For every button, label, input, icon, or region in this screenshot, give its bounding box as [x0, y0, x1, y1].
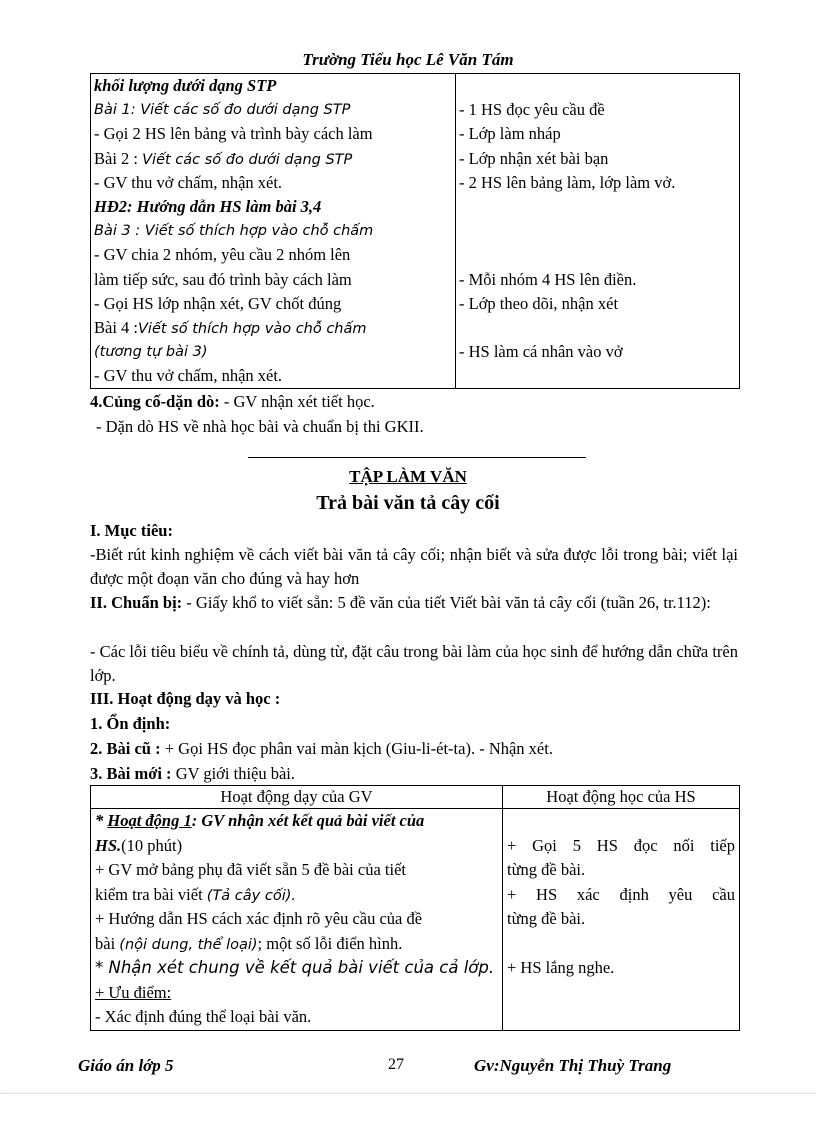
preparation-text-2: - Các lỗi tiêu biểu về chính tả, dùng từ, đặt câu trong bài làm của học sinh để hướng dẫn chữa trên lớp.: [90, 642, 738, 685]
table2-right-line: + Gọi 5 HS đọc nối tiếp: [507, 835, 735, 855]
table1-right-line: - 2 HS lên bảng làm, lớp làm vở.: [459, 172, 676, 192]
table2-left-line: + GV mở bảng phụ đã viết sẵn 5 đề bài của tiết: [95, 860, 406, 879]
preparation-text: - Giấy khổ to viết sẵn: 5 đề văn của tiết Viết bài văn tả cây cối (tuần 26, tr.112):: [182, 593, 711, 612]
step-2: [90, 739, 553, 759]
table2-right-line: từng đề bài.: [507, 860, 586, 879]
table1-left-line: khối lượng dưới dạng STP: [94, 76, 277, 95]
lesson-subject: TẬP LÀM VĂN: [349, 467, 467, 486]
section-divider: [248, 457, 586, 458]
table2-left-line: + Ưu điểm:: [95, 982, 172, 1002]
table2-right-line: + HS xác định yêu cầu: [507, 884, 735, 904]
table1-right-line: - HS làm cá nhân vào vở: [459, 342, 623, 362]
table1-left-line: Bài 1: Viết các số đo dưới dạng STP: [94, 102, 351, 119]
consolidation-line: [90, 392, 375, 412]
preparation-label: II. Chuẩn bị:: [90, 593, 183, 612]
objectives-text: -Biết rút kinh nghiệm về cách viết bài văn tả cây cối; nhận biết và sửa được lỗi trong bài; viết lại được một đoạn văn cho đúng và hay hơn: [90, 545, 738, 588]
table2-right-line: từng đề bài.: [507, 909, 586, 928]
table1-left-line: - GV thu vở chấm, nhận xét.: [94, 366, 283, 386]
page-number: 27: [388, 1056, 404, 1073]
consolidation-line-2: - Dặn dò HS về nhà học bài và chuẩn bị thi GKII.: [96, 417, 424, 436]
teacher-column: [91, 74, 456, 389]
step-3: [90, 764, 295, 784]
table1-left-line: [94, 147, 452, 171]
table1-left-line: - GV chia 2 nhóm, yêu cầu 2 nhóm lên: [94, 245, 351, 265]
table1-right-line: - 1 HS đọc yêu cầu đề: [459, 100, 605, 120]
step-1: 1. Ổn định:: [90, 714, 171, 733]
table2-left-line: HS.(10 phút): [95, 835, 183, 855]
table1-left-line: [94, 316, 452, 340]
exercise-label: Bài 2 :: [94, 148, 143, 168]
consolidation-label: 4.Củng cố-dặn dò:: [90, 392, 220, 411]
page-header: Trường Tiểu học Lê Văn Tám: [302, 50, 514, 69]
page-bottom-dotted-line: [0, 1093, 816, 1094]
lesson-title: Trả bài văn tả cây cối: [316, 492, 500, 514]
exercise-text: Viết số thích hợp vào chỗ chấm: [138, 320, 367, 337]
table2-left-line: * Hoạt động 1: GV nhận xét kết quả bài viết của: [95, 811, 425, 830]
table1-left-line: - Gọi 2 HS lên bảng và trình bày cách làm: [94, 124, 373, 144]
table2-header-right: Hoạt động học của HS: [503, 786, 740, 809]
step-3-text: GV giới thiệu bài.: [171, 764, 296, 783]
table2-teacher-column: [91, 809, 503, 1031]
consolidation-text: - GV nhận xét tiết học.: [219, 392, 375, 411]
table1-left-line: làm tiếp sức, sau đó trình bày cách làm: [94, 269, 352, 289]
table1-right-line: - Lớp làm nháp: [459, 124, 561, 144]
table1-left-line: - GV thu vở chấm, nhận xét.: [94, 172, 283, 192]
activity-1-label: Hoạt động 1: [107, 811, 192, 830]
lesson-table-1: [90, 73, 740, 389]
student-column: [456, 74, 740, 389]
preparation-paragraph: [90, 591, 738, 615]
table2-student-column: [503, 809, 740, 1031]
objectives-heading: I. Mục tiêu:: [90, 521, 173, 540]
table2-left-line: + Hướng dẫn HS cách xác định rõ yêu cầu của đề: [95, 909, 423, 928]
table1-left-line: (tương tự bài 3): [94, 344, 208, 361]
step-2-text: + Gọi HS đọc phân vai màn kịch (Giu-li-ét-ta). - Nhận xét.: [160, 739, 553, 758]
exercise-text: Viết các số đo dưới dạng STP: [142, 151, 353, 168]
step-3-label: 3. Bài mới :: [90, 764, 172, 783]
step-2-label: 2. Bài cũ :: [90, 739, 161, 758]
table2-left-line: kiểm tra bài viết (Tả cây cối).: [95, 884, 296, 904]
footer-grade: Giáo án lớp 5: [78, 1056, 174, 1075]
table1-right-line: - Lớp theo dõi, nhận xét: [459, 293, 619, 313]
table1-left-line: Bài 3 : Viết số thích hợp vào chỗ chấm: [94, 223, 374, 240]
table2-header-left: Hoạt động dạy của GV: [91, 786, 503, 809]
table2-left-line: * Nhận xét chung về kết quả bài viết của cả lớp.: [95, 958, 495, 977]
table2-right-line: + HS lắng nghe.: [507, 958, 615, 977]
footer-teacher: Gv:Nguyễn Thị Thuỳ Trang: [474, 1056, 672, 1075]
exercise-label: Bài 4 :: [94, 317, 138, 337]
table2-left-line: - Xác định đúng thể loại bài văn.: [95, 1007, 312, 1026]
lesson-table-2: [90, 785, 740, 1031]
activities-heading: III. Hoạt động dạy và học :: [90, 689, 281, 708]
table1-left-line: HĐ2: Hướng dẫn HS làm bài 3,4: [94, 196, 322, 216]
table1-left-line: - Gọi HS lớp nhận xét, GV chốt đúng: [94, 293, 342, 313]
table2-left-line: bài (nội dung, thể loại); một số lỗi điển hình.: [95, 933, 403, 953]
table1-right-line: - Lớp nhận xét bài bạn: [459, 148, 609, 168]
table1-right-line: - Mỗi nhóm 4 HS lên điền.: [459, 269, 637, 289]
